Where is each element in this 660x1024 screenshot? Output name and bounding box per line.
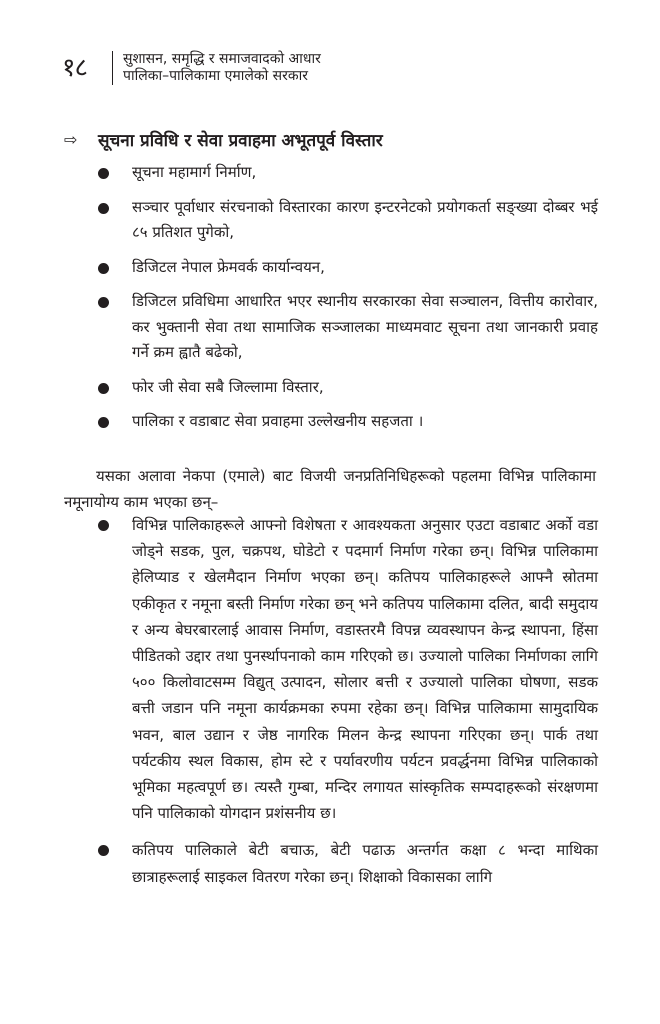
list-item [98,409,598,435]
bullet-icon [98,263,109,274]
list-item-text: डिजिटल प्रविधिमा आधारित भएर स्थानीय सरकारका सेवा सञ्चालन, वित्तीय कारोवार, कर भुक्तानी सेवा तथा सामाजिक सञ्जालका माध्यमवाट सूचना तथा जानकारी प्रवाह गर्ने क्रम ह्वातै बढेको, [132,292,598,361]
list-item-text: सञ्चार पूर्वाधार संरचनाको विस्तारका कारण इन्टरनेटको प्रयोगकर्ता सङ्ख्या दोब्बर भई ८५ प्रतिशत पुगेको, [132,197,598,241]
intro-paragraph: यसका अलावा नेकपा (एमाले) बाट विजयी जनप्रतिनिधिहरूको पहलमा विभिन्न पालिकामा नमूनायोग्य काम भएका छन्– [64,467,596,511]
list-item-text: पालिका र वडाबाट सेवा प्रवाहमा उल्लेखनीय सहजता । [132,412,424,430]
page-header [62,48,321,88]
bullet-icon [98,297,109,308]
list-item-text: फोर जी सेवा सबै जिल्लामा विस्तार, [132,377,324,396]
list-item [98,160,598,186]
section-bullet-list [98,160,598,444]
list-item [98,837,598,889]
list-item-text: डिजिटल नेपाल फ्रेमवर्क कार्यान्वयन, [132,257,325,276]
list-item [98,255,598,281]
running-title-line1: सुशासन, समृद्धि र समाजवादको आधार [123,51,321,67]
page-number: १८ [62,53,88,83]
section-heading-text: सूचना प्रविधि र सेवा प्रवाहमा अभूतपूर्व विस्तार [98,131,383,151]
bullet-icon [98,417,109,428]
list-item-text: कतिपय पालिकाले बेटी बचाऊ, बेटी पढाऊ अन्तर्गत कक्षा ८ भन्दा माथिका छात्राहरूलाई साइकल वितरण गरेका छन्। शिक्षाको विकासका लागि [132,841,598,886]
bullet-icon [98,203,109,214]
running-title [123,51,321,85]
bullet-icon [98,520,109,531]
list-item [98,195,598,246]
list-item-text: विभिन्न पालिकाहरूले आफ्नो विशेषता र आवश्यकता अनुसार एउटा वडाबाट अर्को वडा जोड्ने सडक, पुल, चक्रपथ, घोडेटो र पदमार्ग निर्माण गरेका छन्। विभिन्न पालिकामा हेलिप्याड र खेलमैदान निर्माण भएका छन्। कतिपय पालिकाहरूले आफ्नै स्रोतमा एकीकृत र नमूना बस्ती निर्माण गरेका छन् भने कतिपय पालिकामा दलित, बादी समुदाय र अन्य बेघरबारलाई आवास निर्माण, वडास्तरमै विपन्न व्यवस्थापन केन्द्र स्थापना, हिंसा पीडितको उद्दार तथा पुनर्स्थापनाको काम गरिएको छ। उज्यालो पालिका निर्माणका लागि ५०० किलोवाटसम्म विद्युत् उत्पादन, सोलार बत्ती र उज्यालो पालिका घोषणा, सडक बत्ती जडान पनि नमूना कार्यक्रमका रुपमा रहेका छन्। विभिन्न पालिकामा सामुदायिक भवन, बाल उद्यान र जेष्ठ नागरिक मिलन केन्द्र स्थापना गरिएका छन्। पार्क तथा पर्यटकीय स्थल विकास, होम स्टे र पर्यावरणीय पर्यटन प्रवर्द्धनमा विभिन्न पालिकाको भूमिका महत्वपूर्ण छ। त्यस्तै गुम्बा, मन्दिर लगायत सांस्कृतिक सम्पदाहरूको संरक्षणमा पनि पालिकाको योगदान प्रशंसनीय छ। [132,516,598,823]
bullet-icon [98,383,109,394]
bullet-icon [98,845,109,856]
list-item [98,289,598,366]
examples-bullet-list [98,512,598,901]
section-heading [64,128,383,151]
list-item [98,375,598,401]
running-title-line2: पालिका–पालिकामा एमालेको सरकार [123,68,308,84]
right-arrow-icon: ⇨ [64,130,78,149]
list-item [98,512,598,826]
list-item-text: सूचना महामार्ग निर्माण, [132,163,257,181]
header-divider [112,51,113,85]
bullet-icon [98,168,109,179]
